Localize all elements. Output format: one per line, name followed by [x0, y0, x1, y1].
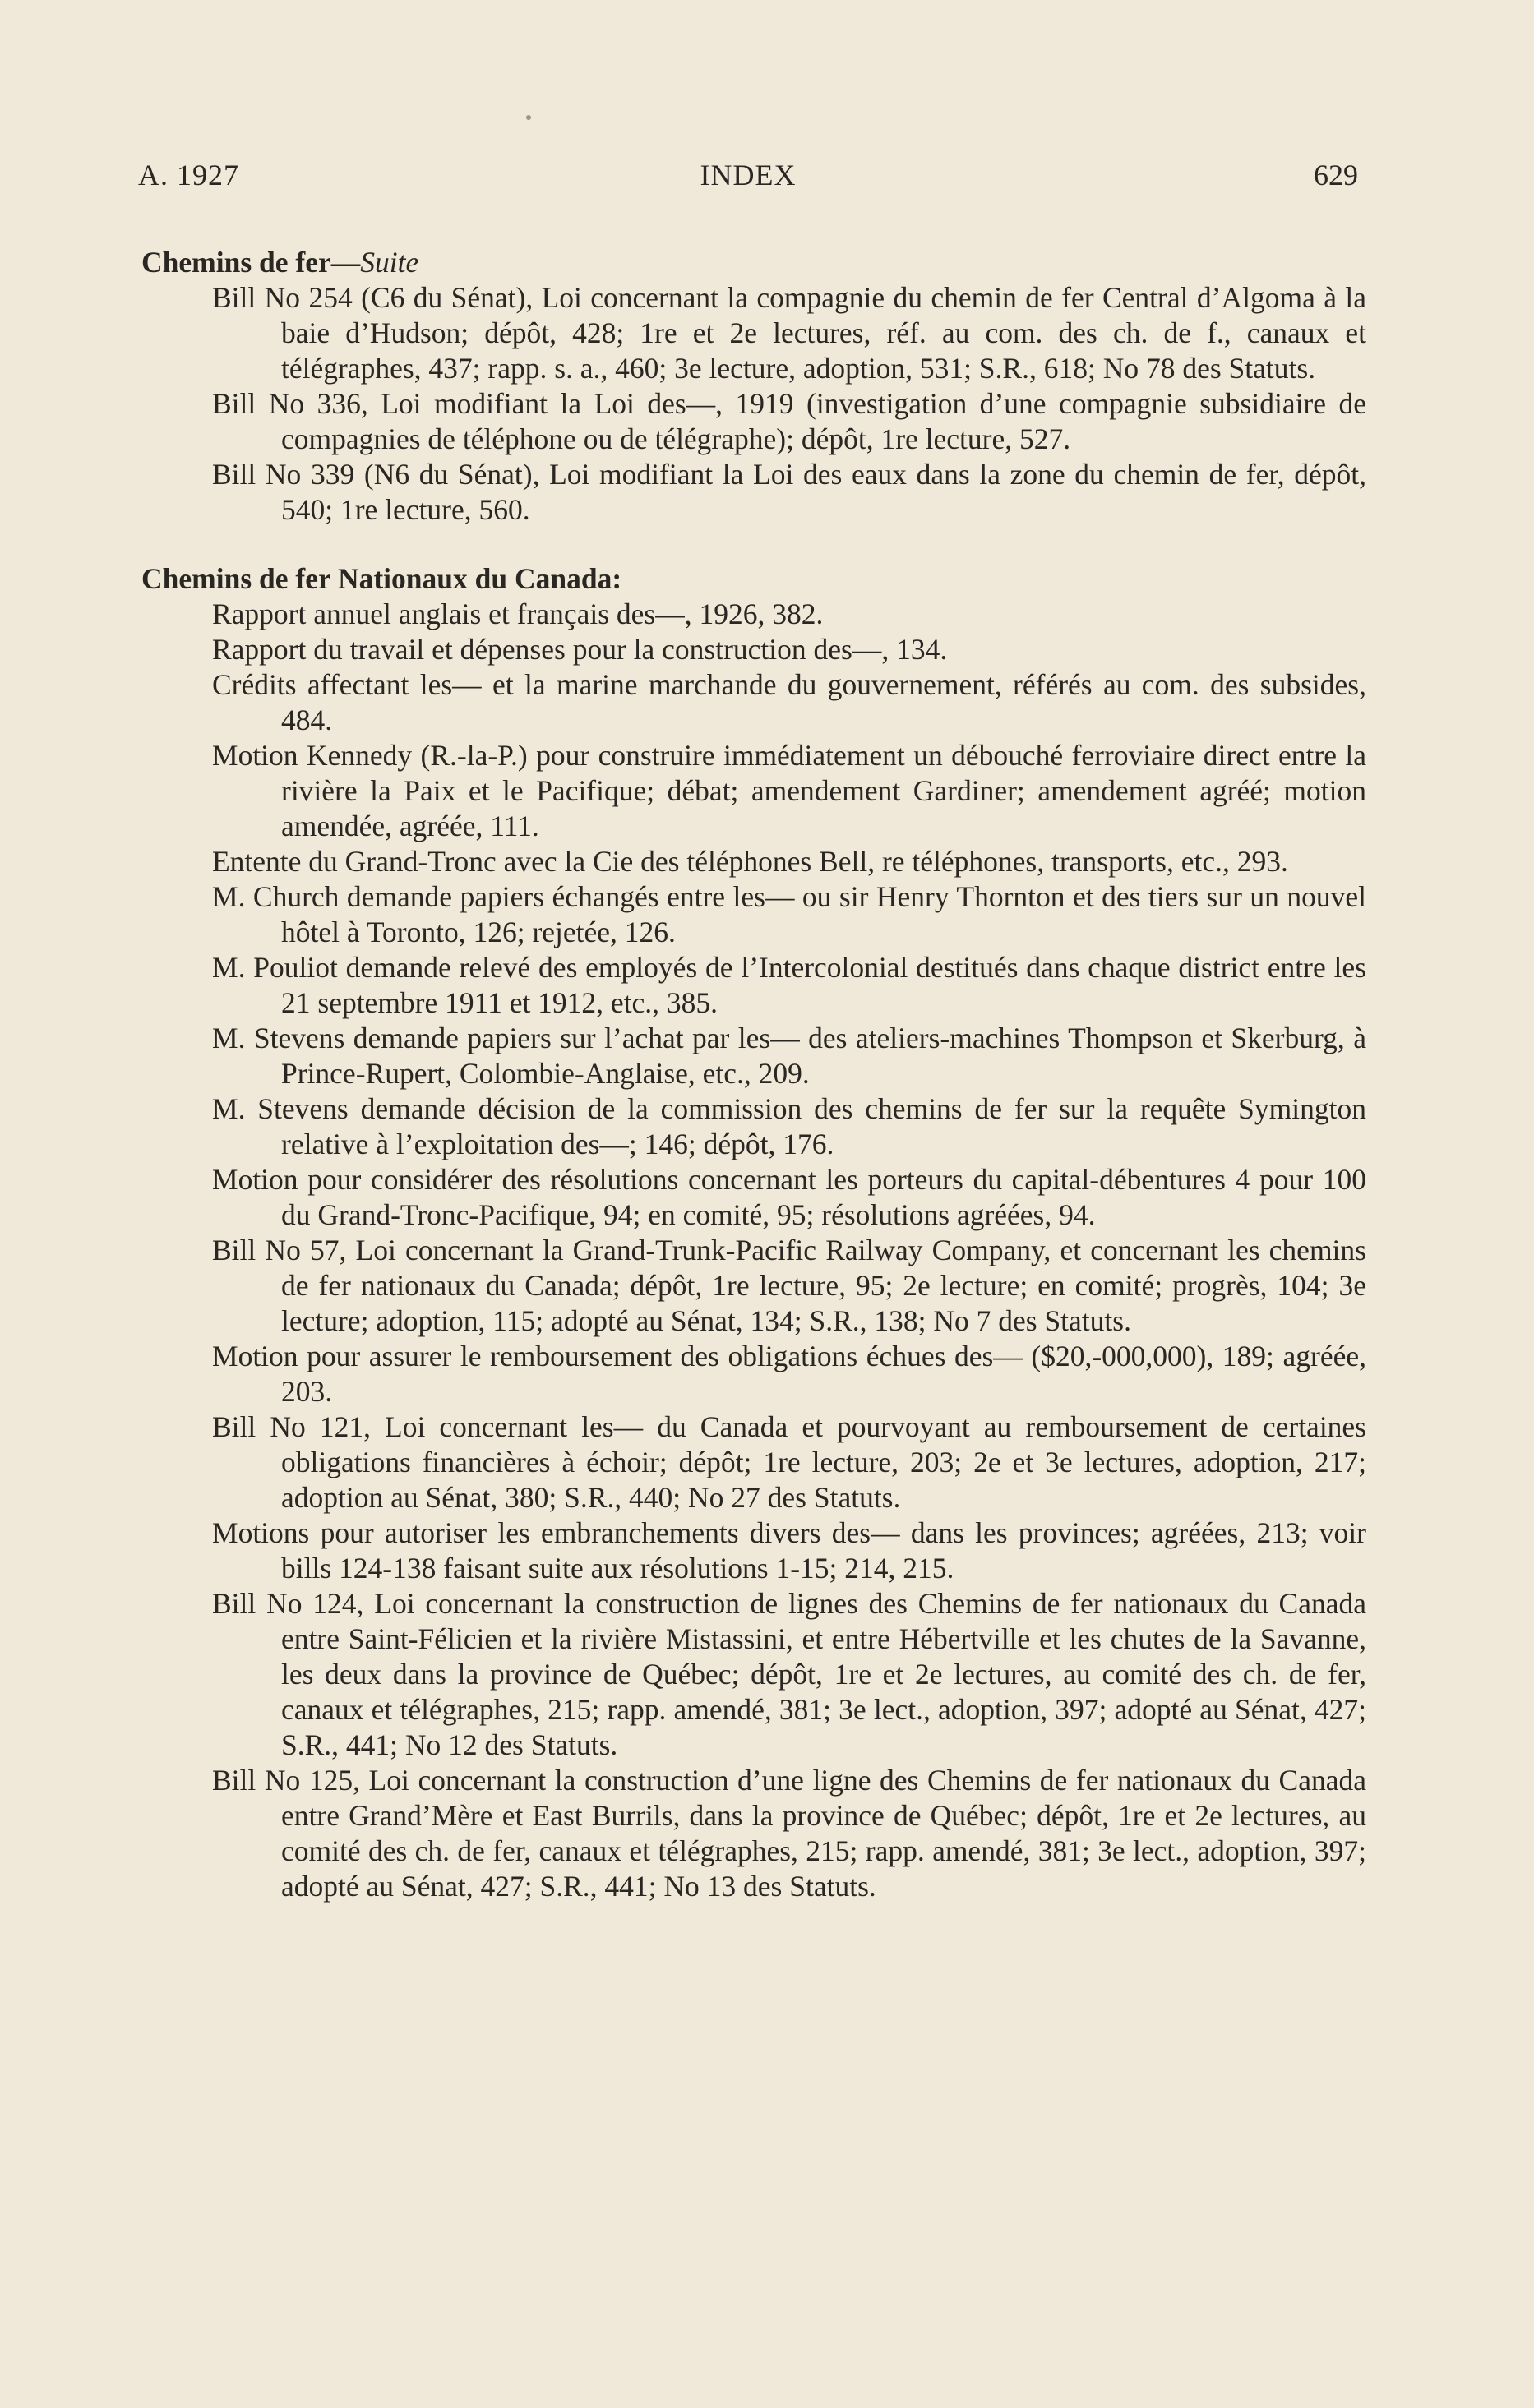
index-entry: Rapport du travail et dépenses pour la construction des—, 134.: [212, 633, 948, 666]
index-entry: M. Church demande papiers échangés entre les— ou sir Henry Thornton et des tiers sur un nouvel hôtel à Toronto, 126; rejetée, 126.: [212, 880, 1366, 948]
page-header: [138, 155, 1358, 196]
section-heading-text: Chemins de fer—: [141, 246, 361, 279]
index-entry: Bill No 339 (N6 du Sénat), Loi modifiant la Loi des eaux dans la zone du chemin de fer, dépôt, 540; 1re lecture, 560.: [212, 458, 1366, 526]
index-entry: Motion pour considérer des résolutions concernant les porteurs du capital-débentures 4 pour 100 du Grand-Tronc-Pacifique, 94; en comité, 95; résolutions agréées, 94.: [212, 1163, 1366, 1231]
index-entry: Bill No 254 (C6 du Sénat), Loi concernant la compagnie du chemin de fer Central d’Algoma à la baie d’Hudson; dépôt, 428; 1re et 2e lectures, réf. au com. des ch. de f., canaux et télégraphes, 437; rapp. s. a., 460; 3e lecture, adoption, 531; S.R., 618; No 78 des Statuts.: [212, 281, 1366, 385]
index-entry: Bill No 121, Loi concernant les— du Canada et pourvoyant au remboursement de certaines obligations financières à échoir; dépôt; 1re lecture, 203; 2e et 3e lectures, adoption, 217; adoption au Sénat, 380; S.R., 440; No 27 des Statuts.: [212, 1410, 1366, 1514]
index-entry: Bill No 336, Loi modifiant la Loi des—, 1919 (investigation d’une compagnie subsidiaire de compagnies de téléphone ou de télégraphe); dépôt, 1re lecture, 527.: [212, 387, 1366, 455]
header-year: A. 1927: [138, 159, 239, 191]
section-heading: [141, 561, 1366, 597]
index-entry: Motion pour assurer le remboursement des obligations échues des— ($20,-000,000), 189; agréée, 203.: [212, 1340, 1366, 1408]
index-entry: Rapport annuel anglais et français des—, 1926, 382.: [212, 597, 824, 630]
index-entry: M. Pouliot demande relevé des employés de l’Intercolonial destitués dans chaque district entre les 21 septembre 1911 et 1912, etc., 385.: [212, 951, 1366, 1019]
section-heading-suffix: Suite: [360, 246, 419, 279]
index-section-chemins-de-fer-nationaux: [141, 561, 1366, 1904]
index-entry: Entente du Grand-Tronc avec la Cie des téléphones Bell, re téléphones, transports, etc., 293.: [212, 845, 1288, 878]
page-number: 629: [1314, 159, 1358, 191]
index-content: [141, 245, 1366, 1904]
index-section-chemins-de-fer: [141, 245, 1366, 528]
index-entry: M. Stevens demande décision de la commission des chemins de fer sur la requête Symington relative à l’exploitation des—; 146; dépôt, 176.: [212, 1092, 1366, 1160]
index-entry: Motion Kennedy (R.-la-P.) pour construire immédiatement un débouché ferroviaire direct entre la rivière la Paix et le Pacifique; débat; amendement Gardiner; amendement agréé; motion amendée, agréée, 111.: [212, 739, 1366, 842]
index-entry: M. Stevens demande papiers sur l’achat par les— des ateliers-machines Thompson et Skerburg, à Prince-Rupert, Colombie-Anglaise, etc., 209.: [212, 1022, 1366, 1090]
index-entry: Bill No 124, Loi concernant la construction de lignes des Chemins de fer nationaux du Canada entre Saint-Félicien et la rivière Mistassini, et entre Hébertville et les chutes de la Savanne, les deux dans la province de Québec; dépôt, 1re et 2e lectures, au comité des ch. de fer, canaux et télégraphes, 215; rapp. amendé, 381; 3e lect., adoption, 397; adopté au Sénat, 427; S.R., 441; No 12 des Statuts.: [212, 1587, 1366, 1761]
section-heading-text: Chemins de fer Nationaux du Canada:: [141, 562, 622, 595]
index-entry: Motions pour autoriser les embranchements divers des— dans les provinces; agréées, 213; voir bills 124-138 faisant suite aux résolutions 1-15; 214, 215.: [212, 1516, 1366, 1585]
header-title: INDEX: [700, 159, 797, 191]
print-speck: [526, 115, 531, 120]
index-entry: Bill No 125, Loi concernant la construction d’une ligne des Chemins de fer nationaux du Canada entre Grand’Mère et East Burrils, dans la province de Québec; dépôt, 1re et 2e lectures, au comité des ch. de fer, canaux et télégraphes, 215; rapp. amendé, 381; 3e lect., adoption, 397; adopté au Sénat, 427; S.R., 441; No 13 des Statuts.: [212, 1764, 1366, 1903]
index-entry: Crédits affectant les— et la marine marchande du gouvernement, référés au com. des subsides, 484.: [212, 668, 1366, 736]
section-heading: [141, 245, 1366, 280]
index-entry: Bill No 57, Loi concernant la Grand-Trunk-Pacific Railway Company, et concernant les chemins de fer nationaux du Canada; dépôt, 1re lecture, 95; 2e lecture; en comité; progrès, 104; 3e lecture; adoption, 115; adopté au Sénat, 134; S.R., 138; No 7 des Statuts.: [212, 1234, 1366, 1337]
